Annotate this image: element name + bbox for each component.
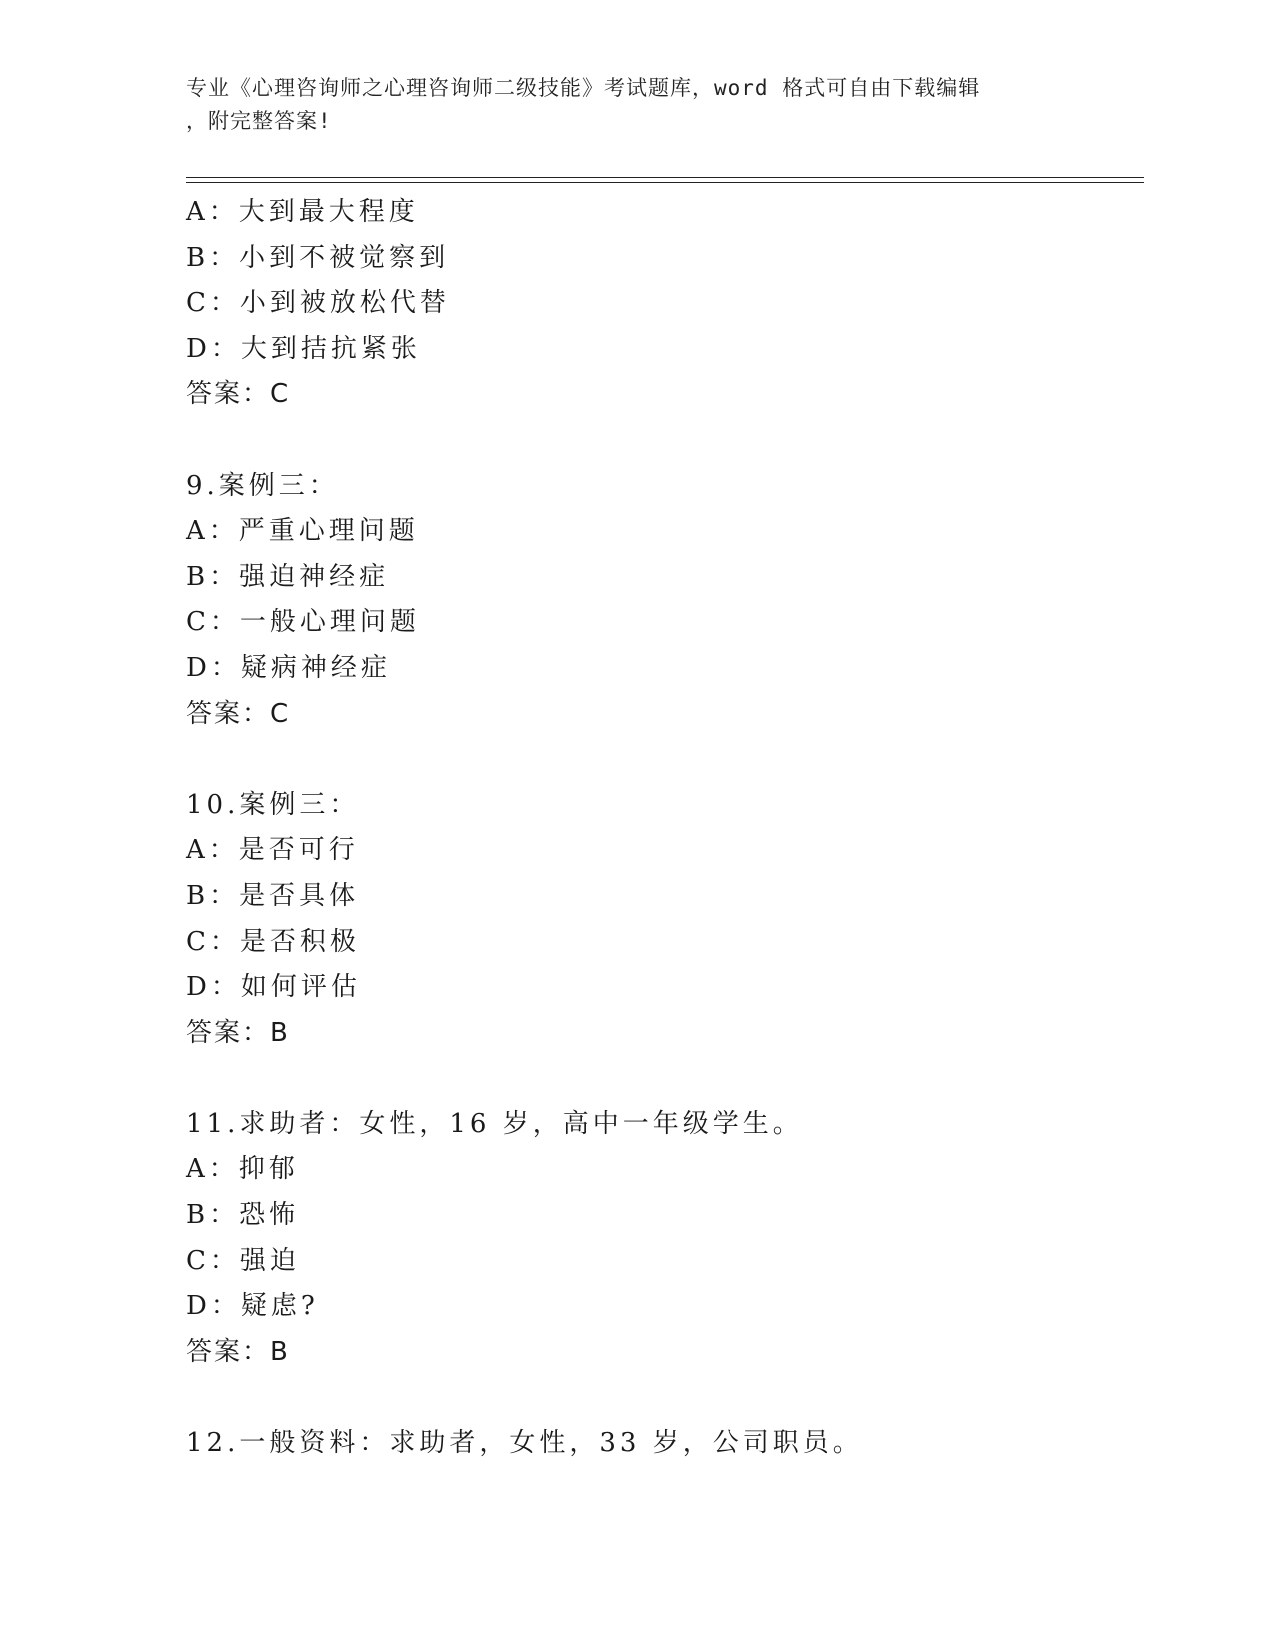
answer-line: 答案：C <box>186 379 291 410</box>
question-title: 9.案例三： <box>186 470 339 501</box>
question-block <box>186 1102 1136 1376</box>
question-list <box>186 190 1136 1467</box>
question-title: 10.案例三： <box>186 789 360 820</box>
answer-line: 答案：B <box>186 1017 290 1048</box>
block-spacer <box>186 737 1136 783</box>
document-header <box>186 72 1066 138</box>
option-c: C：是否积极 <box>186 926 360 957</box>
answer-line: 答案：C <box>186 698 291 729</box>
block-spacer <box>186 1375 1136 1421</box>
question-block <box>186 1421 1136 1467</box>
header-divider-top <box>186 177 1144 178</box>
header-line-1: 专业《心理咨询师之心理咨询师二级技能》考试题库，word 格式可自由下载编辑 <box>186 76 981 100</box>
option-b: B：小到不被觉察到 <box>186 242 450 273</box>
question-block <box>186 464 1136 738</box>
header-line-2: ，附完整答案! <box>186 109 332 133</box>
option-c: C：小到被放松代替 <box>186 288 450 319</box>
option-d: D：疑病神经症 <box>186 652 391 683</box>
option-b: B：强迫神经症 <box>186 561 390 592</box>
block-spacer <box>186 418 1136 464</box>
option-a: A：是否可行 <box>186 835 359 866</box>
block-spacer <box>186 1056 1136 1102</box>
option-a: A：大到最大程度 <box>186 197 419 227</box>
answer-line: 答案：B <box>186 1336 290 1367</box>
option-d: D：如何评估 <box>186 972 361 1003</box>
option-c: C：一般心理问题 <box>186 607 420 638</box>
option-a: A：抑郁 <box>186 1154 299 1185</box>
question-title: 11.求助者：女性，16 岁，高中一年级学生。 <box>186 1108 803 1139</box>
question-block <box>186 190 1136 418</box>
option-b: B：是否具体 <box>186 880 360 911</box>
option-c: C：强迫 <box>186 1245 300 1276</box>
question-block <box>186 783 1136 1057</box>
header-divider-bottom <box>186 182 1144 183</box>
option-b: B：恐怖 <box>186 1200 300 1231</box>
option-d: D：大到拮抗紧张 <box>186 333 421 364</box>
question-title: 12.一般资料：求助者，女性，33 岁，公司职员。 <box>186 1428 863 1459</box>
option-a: A：严重心理问题 <box>186 516 419 547</box>
option-d: D：疑虑? <box>186 1291 319 1322</box>
